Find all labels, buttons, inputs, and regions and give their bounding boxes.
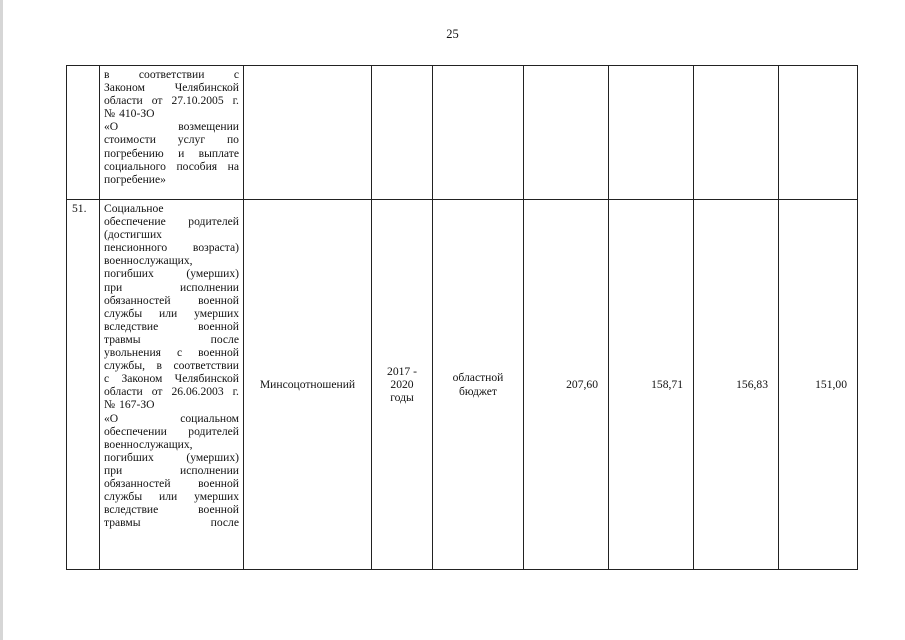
row-period [372,66,433,200]
description-line: службы, в соответствии [104,359,239,373]
table-row [67,66,858,200]
row-value-4 [779,66,858,200]
description-line: военнослужащих, [104,254,193,268]
description-line: Социальное [104,202,164,215]
row-value-1: 207,60 [524,200,609,570]
description-line: службы или умерших [104,306,239,320]
row-value-2: 158,71 [609,200,694,570]
row-number [67,66,100,200]
row-description [100,200,244,570]
description-line: увольнения с военной [104,346,239,360]
row-number: 51. [67,200,100,570]
row-source [433,66,524,200]
description-line: № 410-ЗО [104,107,155,121]
description-line: травмы после [104,516,239,530]
row-value-2 [609,66,694,200]
description-line: погибших (умерших) [104,267,239,281]
budget-table [66,65,858,570]
description-line: военнослужащих, [104,437,193,451]
description-line: с Законом Челябинской [104,372,239,386]
description-line: травмы после [104,332,239,346]
description-line: вследствие военной [104,319,239,333]
description-line: «О социальном [104,411,239,425]
description-line: области от 27.10.2005 г. [104,94,239,108]
table-row [67,200,858,570]
description-line: вследствие военной [104,503,239,517]
row-executor: Минсоцотношений [244,200,372,570]
description-line: Законом Челябинской [104,81,239,95]
description-line: № 167-ЗО [104,398,155,412]
description-line: при исполнении [104,463,239,477]
period-line: 2020 [390,377,414,391]
description-line: обеспечение родителей [104,215,239,229]
row-value-3 [694,66,779,200]
row-value-3: 156,83 [694,200,779,570]
description-line: пенсионного возраста) [104,241,239,255]
description-line: обязанностей военной [104,476,239,490]
description-line: социального пособия на [104,159,239,173]
row-executor [244,66,372,200]
description-line: стоимости услуг по [104,133,239,147]
description-line: при исполнении [104,280,239,294]
row-source [433,200,524,570]
description-line: обязанностей военной [104,293,239,307]
row-period [372,200,433,570]
period-line: 2017 - [387,364,417,378]
description-line: (достигших [104,228,162,242]
period-line: годы [390,391,414,405]
row-description [100,66,244,200]
description-line: в соответствии с [104,68,239,81]
source-line: бюджет [459,384,497,398]
description-line: «О возмещении [104,120,239,134]
row-value-1 [524,66,609,200]
description-line: службы или умерших [104,490,239,504]
description-line: области от 26.06.2003 г. [104,385,239,399]
description-line: погребение» [104,172,166,186]
row-value-4: 151,00 [779,200,858,570]
source-line: областной [452,371,504,385]
description-line: погребению и выплате [104,146,239,160]
description-line: обеспечении родителей [104,424,239,438]
description-line: погибших (умерших) [104,450,239,464]
page-edge [0,0,3,640]
page-number: 25 [446,27,459,41]
